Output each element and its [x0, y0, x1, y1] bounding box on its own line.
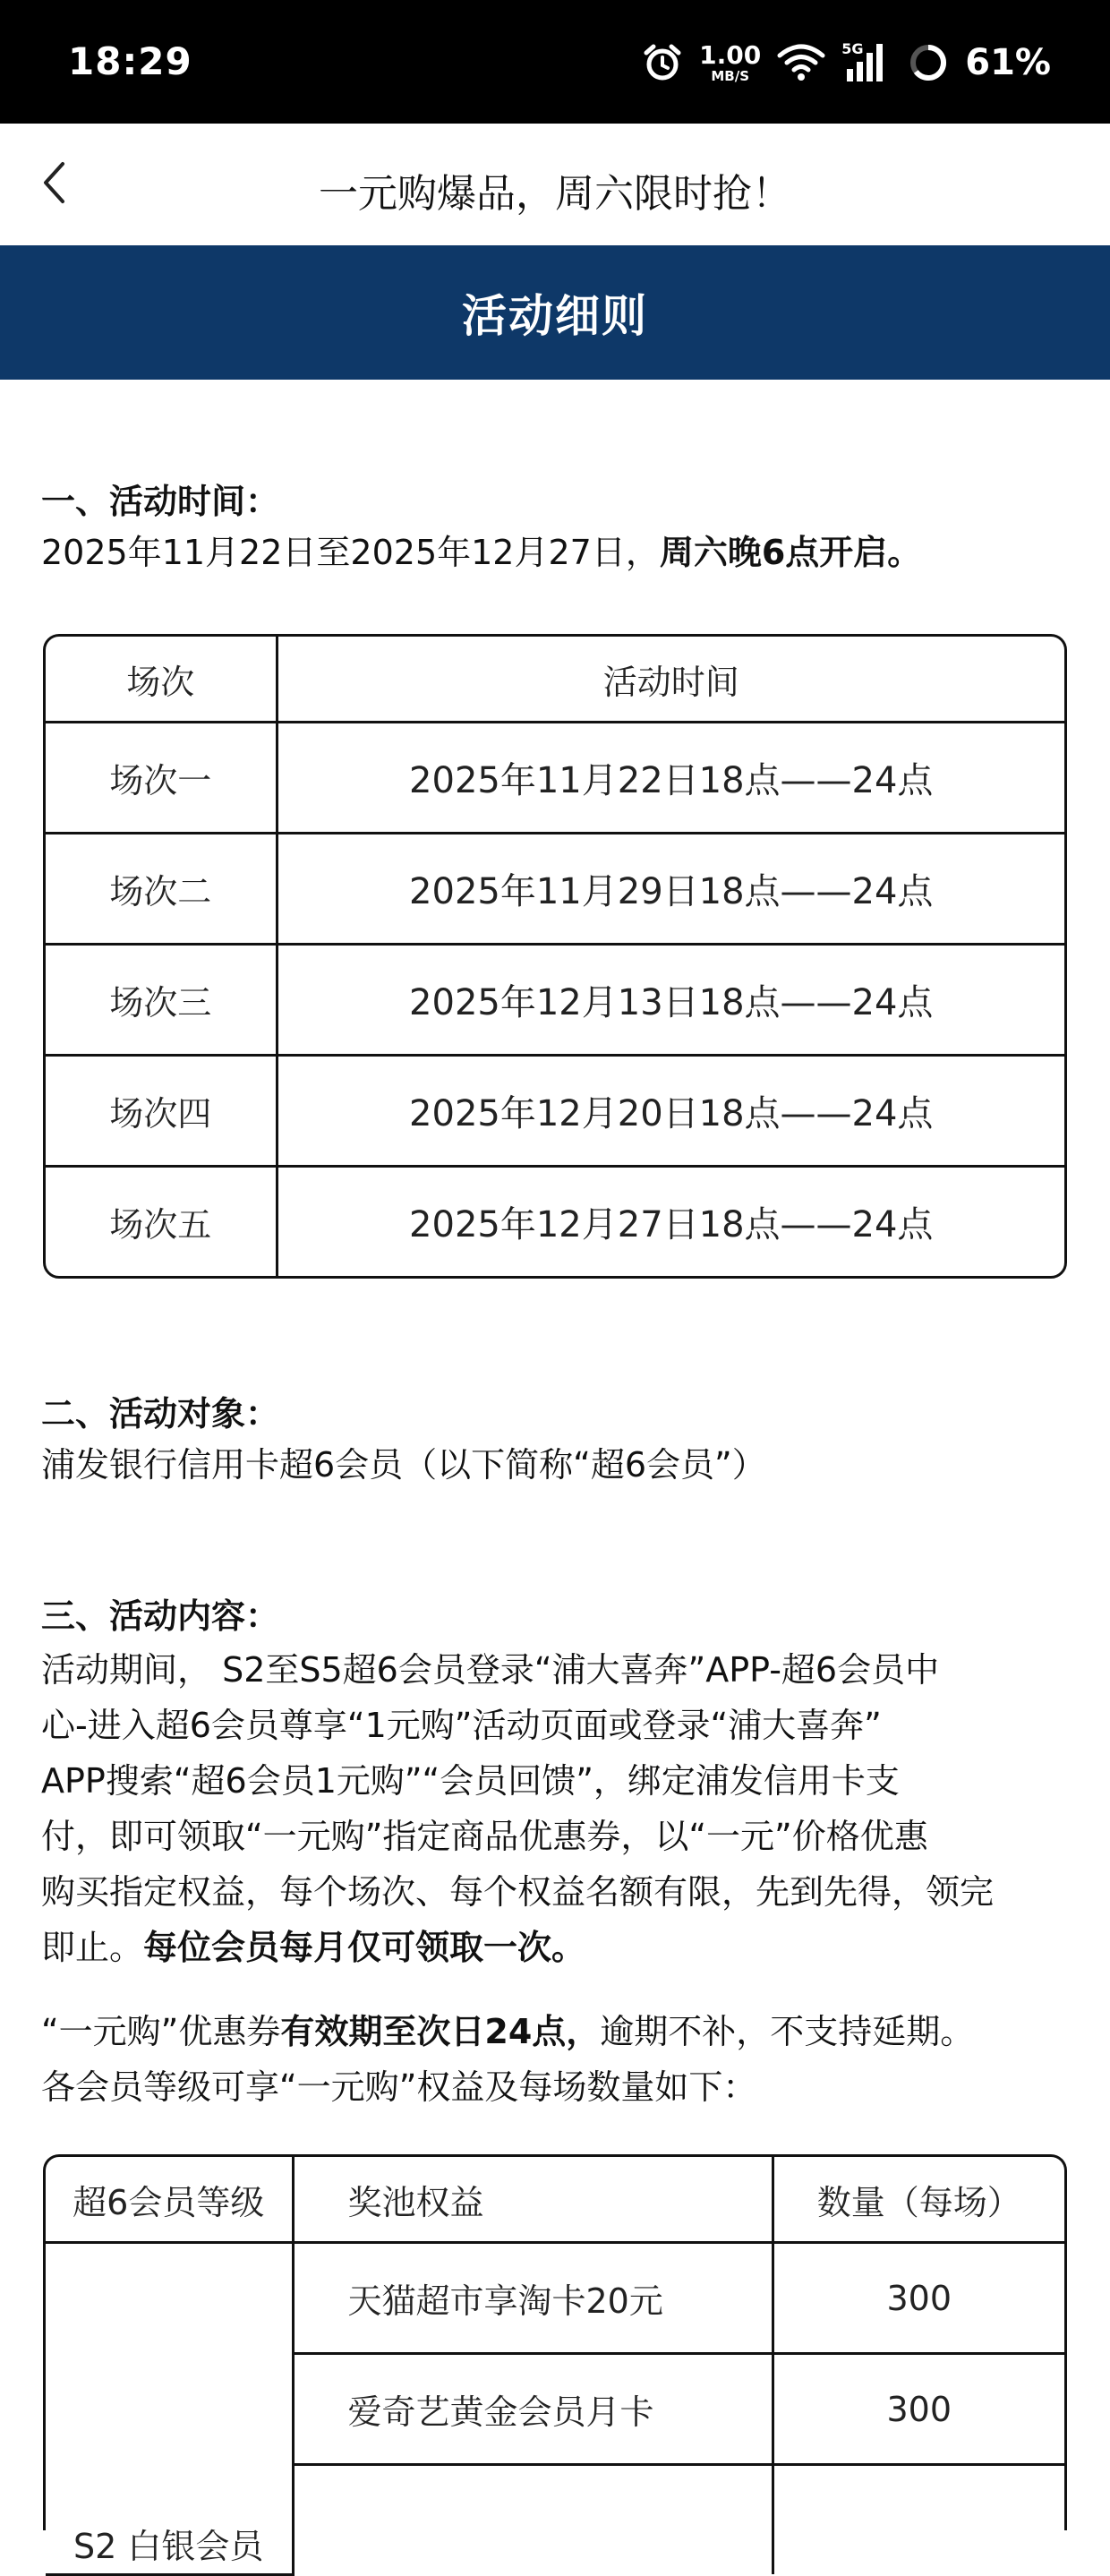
battery-ring-icon: [908, 42, 949, 83]
section-content-paragraph: [41, 1642, 1069, 1975]
session-name: 场次二: [46, 834, 277, 945]
section-time-start-note: 周六晚6点开启。: [659, 533, 922, 572]
content-line: 活动期间， S2至S5超6会员登录“浦大喜奔”APP-超6会员中: [41, 1650, 940, 1690]
section-time-heading: 一、活动时间：: [41, 482, 280, 521]
table-row: [46, 2243, 1064, 2354]
coupon-validity-prefix: “一元购”优惠券: [41, 2012, 281, 2051]
network-speed-unit: MB/S: [711, 67, 750, 84]
coupon-validity-paragraph: [41, 2004, 1069, 2115]
table-row: [46, 834, 1064, 945]
member-level: S2 白银会员: [46, 2243, 293, 2575]
section-content-heading: 三、活动内容：: [41, 1596, 280, 1636]
wifi-icon: [777, 43, 825, 82]
prize-name-cut: [293, 2465, 773, 2575]
monthly-limit-note: 每位会员每月仅可领取一次。: [143, 1928, 586, 1967]
benefits-table: [43, 2154, 1067, 2566]
signal-icon: [841, 42, 892, 83]
page-title: 一元购爆品，周六限时抢！: [319, 171, 791, 217]
alarm-icon: [642, 42, 683, 83]
schedule-header-session: 场次: [46, 637, 277, 723]
benefits-header-row: [46, 2157, 1064, 2243]
status-bar: [0, 0, 1110, 124]
rules-banner: [0, 245, 1110, 380]
session-time: 2025年12月20日18点——24点: [277, 1056, 1064, 1167]
session-time: 2025年12月27日18点——24点: [277, 1167, 1064, 1277]
session-name: 场次五: [46, 1167, 277, 1277]
coupon-validity-bold: 有效期至次日24点，: [280, 2012, 601, 2051]
prize-quantity-cut: [773, 2465, 1064, 2575]
prize-name: 爱奇艺黄金会员月卡: [293, 2354, 773, 2465]
network-speed: [699, 39, 762, 84]
session-name: 场次一: [46, 723, 277, 834]
benefits-header-quantity: 数量（每场）: [773, 2157, 1064, 2243]
section-target-text: 浦发银行信用卡超6会员（以下简称“超6会员”）: [41, 1445, 766, 1485]
status-indicators: [642, 36, 1051, 90]
prize-quantity: 300: [773, 2243, 1064, 2354]
table-row: [46, 1167, 1064, 1277]
schedule-header-row: [46, 637, 1064, 723]
battery-percentage: 61%: [965, 42, 1051, 83]
prize-quantity: 300: [773, 2354, 1064, 2465]
content-line: APP搜索“超6会员1元购”“会员回馈”，绑定浦发信用卡支: [41, 1761, 900, 1801]
benefits-header-prize: 奖池权益: [293, 2157, 773, 2243]
table-row: [46, 1056, 1064, 1167]
session-name: 场次四: [46, 1056, 277, 1167]
section-target-heading: 二、活动对象：: [41, 1394, 280, 1433]
session-time: 2025年11月29日18点——24点: [277, 834, 1064, 945]
content-line-end: 即止。: [41, 1928, 144, 1967]
content-line-last: [41, 1920, 1069, 1975]
content-line: 付，即可领取“一元购”指定商品优惠券，以“一元”价格优惠: [41, 1817, 928, 1856]
schedule-table: [43, 634, 1067, 1279]
content-line: 购买指定权益，每个场次、每个权益名额有限，先到先得，领完: [41, 1872, 995, 1912]
session-time: 2025年11月22日18点——24点: [277, 723, 1064, 834]
section-time-text: [41, 525, 1069, 580]
coupon-validity-suffix: 逾期不补，不支持延期。: [600, 2012, 975, 2051]
signal-label: 5G: [841, 40, 864, 57]
status-time: 18:29: [68, 39, 192, 83]
network-speed-value: 1.00: [699, 39, 762, 70]
banner-title: 活动细则: [462, 290, 648, 342]
session-name: 场次三: [46, 945, 277, 1056]
table-row: [46, 945, 1064, 1056]
content-line: 心-进入超6会员尊享“1元购”活动页面或登录“浦大喜奔”: [41, 1706, 882, 1745]
prize-name: 天猫超市享淘卡20元: [293, 2243, 773, 2354]
section-time-dates: 2025年11月22日至2025年12月27日，: [41, 533, 660, 572]
benefits-intro-line: 各会员等级可享“一元购”权益及每场数量如下：: [41, 2067, 757, 2107]
nav-bar: [0, 124, 1110, 246]
session-time: 2025年12月13日18点——24点: [277, 945, 1064, 1056]
table-row: [46, 723, 1064, 834]
schedule-header-time: 活动时间: [277, 637, 1064, 723]
benefits-header-level: 超6会员等级: [46, 2157, 293, 2243]
coupon-validity-line: [41, 2004, 1069, 2059]
